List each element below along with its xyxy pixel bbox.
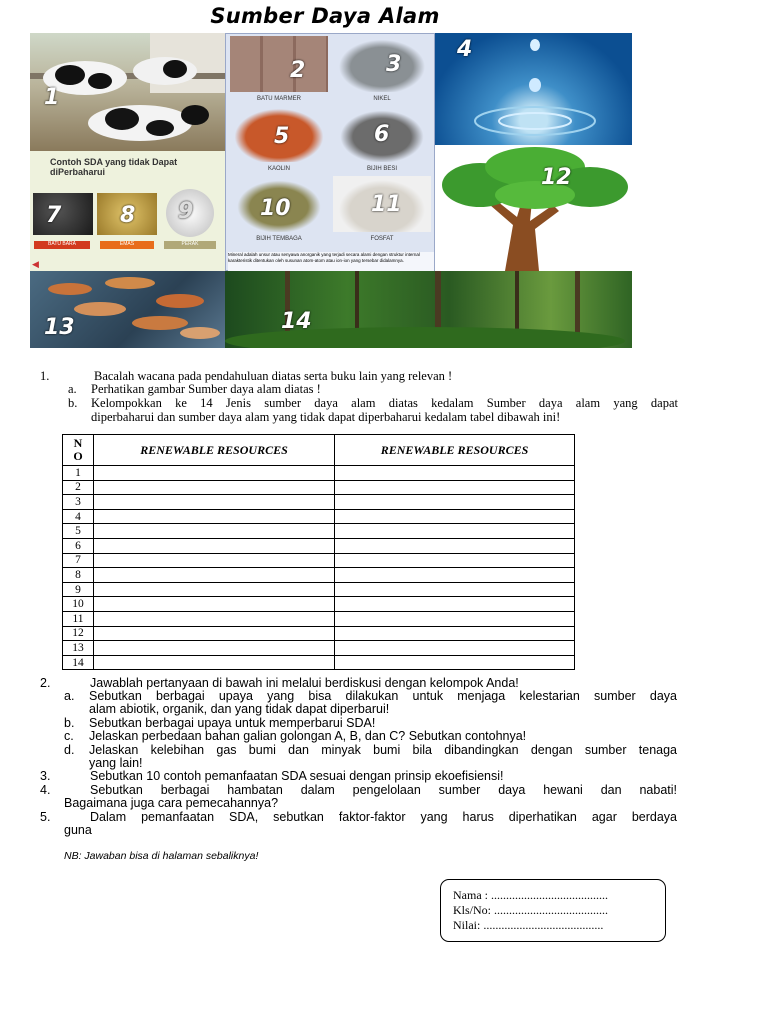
mineral-caption: BATU MARMER <box>257 96 301 102</box>
nonrenewable-cell[interactable] <box>335 597 575 612</box>
mineral-caption: BIJIH TEMBAGA <box>256 236 302 242</box>
tree-illustration <box>435 145 632 271</box>
row-number: 2 <box>63 480 94 495</box>
natural-resources-collage <box>30 33 632 348</box>
row-number: 9 <box>63 582 94 597</box>
mineral-caption: BIJIH BESI <box>366 166 397 172</box>
table-row <box>63 538 575 553</box>
number-label: 11 <box>371 192 402 217</box>
mineral-note: Mineral adalah unsur atau senyawa anorganik yang terjadi secara alami dengan struktur internal karakteristik ditentukan oleh susunan atom-atom atau ion-ion yang tersebar didalamnya. <box>228 252 434 271</box>
row-number: 5 <box>63 524 94 539</box>
row-number: 7 <box>63 553 94 568</box>
number-label: 1 <box>44 85 60 110</box>
forest-photo <box>225 271 632 348</box>
table-row <box>63 466 575 481</box>
question-1b-line-1: Kelompokkan ke 14 Jenis sumber daya alam diatas kedalam Sumber daya alam yang dapat <box>91 396 678 410</box>
row-number: 11 <box>63 611 94 626</box>
table-row <box>63 611 575 626</box>
nonrenewable-cell[interactable] <box>335 626 575 641</box>
row-number: 3 <box>63 495 94 510</box>
nonrenewable-cell[interactable] <box>335 655 575 670</box>
question-2a-line-1: Sebutkan berbagai upaya yang bisa dilakukan untuk menjaga kelestarian sumber daya <box>89 689 677 703</box>
question-1a: Perhatikan gambar Sumber daya alam diatas ! <box>91 382 321 396</box>
table-row <box>63 641 575 656</box>
row-number: 14 <box>63 655 94 670</box>
table-row <box>63 524 575 539</box>
coal-label: BATU BARA <box>34 241 90 249</box>
nonrenewable-cell[interactable] <box>335 466 575 481</box>
question-1b-label: b. <box>68 396 78 410</box>
question-1-number: 1. <box>40 369 50 383</box>
table-row <box>63 626 575 641</box>
student-info-box <box>440 879 666 942</box>
nonrenewable-box-title: Contoh SDA yang tidak Dapat diPerbaharui <box>50 157 178 177</box>
question-4-line-2: Bagaimana juga cara pemecahannya? <box>64 796 279 810</box>
renewable-cell[interactable] <box>94 480 335 495</box>
cows-photo <box>30 33 225 151</box>
table-row <box>63 597 575 612</box>
question-2a-label: a. <box>64 689 75 703</box>
number-label: 2 <box>290 58 306 83</box>
question-2b: Sebutkan berbagai upaya untuk memperbarui SDA! <box>89 716 376 730</box>
table-row <box>63 509 575 524</box>
mineral-caption: KAOLIN <box>267 166 290 172</box>
renewable-cell[interactable] <box>94 538 335 553</box>
nb-note: NB: Jawaban bisa di halaman sebaliknya! <box>64 850 259 862</box>
question-5-line-2: guna <box>64 823 92 837</box>
nonrenewable-cell[interactable] <box>335 524 575 539</box>
question-3: Sebutkan 10 contoh pemanfaatan SDA sesuai dengan prinsip ekoefisiensi! <box>90 769 504 783</box>
number-label: 9 <box>178 199 194 224</box>
renewable-cell[interactable] <box>94 466 335 481</box>
renewable-cell[interactable] <box>94 641 335 656</box>
score-field[interactable]: Nilai: ........................................ <box>453 918 604 932</box>
row-number: 4 <box>63 509 94 524</box>
row-number: 6 <box>63 538 94 553</box>
gold-label: EMAS <box>100 241 154 249</box>
number-label: 13 <box>44 315 75 340</box>
name-field[interactable]: Nama : ....................................... <box>453 888 608 902</box>
nonrenewable-cell[interactable] <box>335 641 575 656</box>
number-label: 6 <box>374 122 390 147</box>
question-1: Bacalah wacana pada pendahuluan diatas serta buku lain yang relevan ! <box>94 369 453 383</box>
question-4-number: 4. <box>40 783 51 797</box>
question-5-line-1: Dalam pemanfaatan SDA, sebutkan faktor-faktor yang harus diperhatikan agar berdaya <box>90 810 677 824</box>
row-number: 13 <box>63 641 94 656</box>
renewable-cell[interactable] <box>94 611 335 626</box>
question-1b-line-2: diperbaharui dan sumber daya alam yang tidak dapat diperbaharui kedalam tabel dibawah ini! <box>91 410 561 424</box>
renewable-cell[interactable] <box>94 524 335 539</box>
number-label: 8 <box>120 203 136 228</box>
question-5-number: 5. <box>40 810 51 824</box>
question-2c-label: c. <box>64 729 74 743</box>
minerals-grid <box>225 33 435 271</box>
nonrenewable-cell[interactable] <box>335 495 575 510</box>
table-header-no: N O <box>63 435 94 466</box>
question-2-number: 2. <box>40 676 51 690</box>
nonrenewable-cell[interactable] <box>335 509 575 524</box>
mineral-caption: FOSFAT <box>370 236 394 242</box>
class-number-field[interactable]: Kls/No: ...................................... <box>453 903 609 917</box>
tree-drawing <box>435 145 632 271</box>
table-header-col1: RENEWABLE RESOURCES <box>94 435 335 466</box>
question-4-line-1: Sebutkan berbagai hambatan dalam pengelolaan sumber daya hewani dan nabati! <box>90 783 677 797</box>
renewable-cell[interactable] <box>94 582 335 597</box>
row-number: 10 <box>63 597 94 612</box>
renewable-cell[interactable] <box>94 568 335 583</box>
number-label: 14 <box>281 309 312 334</box>
question-2b-label: b. <box>64 716 75 730</box>
back-arrow-icon: ◀ <box>32 259 39 269</box>
nickel-sample <box>333 36 431 92</box>
number-label: 10 <box>260 196 291 221</box>
question-2d-line-1: Jelaskan kelebihan gas bumi dan minyak bumi bila dibandingkan dengan sumber tenaga <box>89 743 677 757</box>
page-title: Sumber Daya Alam <box>210 4 440 28</box>
number-label: 5 <box>274 124 290 149</box>
nonrenewable-cell[interactable] <box>335 553 575 568</box>
question-1a-label: a. <box>68 382 77 396</box>
nonrenewable-cell[interactable] <box>335 582 575 597</box>
question-2d-line-2: yang lain! <box>89 756 143 770</box>
question-3-number: 3. <box>40 769 51 783</box>
renewable-cell[interactable] <box>94 553 335 568</box>
renewable-cell[interactable] <box>94 597 335 612</box>
number-label: 3 <box>386 52 402 77</box>
marble-sample <box>230 36 328 92</box>
question-2c: Jelaskan perbedaan bahan galian golongan A, B, dan C? Sebutkan contohnya! <box>89 729 527 743</box>
renewable-cell[interactable] <box>94 655 335 670</box>
renewable-cell[interactable] <box>94 495 335 510</box>
water-drop-photo <box>435 33 632 145</box>
row-number: 8 <box>63 568 94 583</box>
nonrenewable-cell[interactable] <box>335 611 575 626</box>
nonrenewable-cell[interactable] <box>335 480 575 495</box>
nonrenewable-example-box <box>30 151 225 271</box>
table-row <box>63 553 575 568</box>
table-header-col2: RENEWABLE RESOURCES <box>335 435 575 466</box>
nonrenewable-cell[interactable] <box>335 538 575 553</box>
row-number: 12 <box>63 626 94 641</box>
table-row <box>63 655 575 670</box>
renewable-cell[interactable] <box>94 626 335 641</box>
question-2: Jawablah pertanyaan di bawah ini melalui berdiskusi dengan kelompok Anda! <box>90 676 519 690</box>
mineral-caption: NIKEL <box>373 96 391 102</box>
question-2a-line-2: alam abiotik, organik, dan yang tidak dapat diperbarui! <box>89 702 390 716</box>
table-row <box>63 582 575 597</box>
coal-sample <box>33 193 93 235</box>
table-row <box>63 480 575 495</box>
nonrenewable-cell[interactable] <box>335 568 575 583</box>
fish-photo <box>30 271 225 348</box>
renewable-cell[interactable] <box>94 509 335 524</box>
question-2d-label: d. <box>64 743 75 757</box>
number-label: 4 <box>457 37 473 62</box>
number-label: 7 <box>46 203 62 228</box>
resources-table <box>62 434 575 670</box>
number-label: 12 <box>541 165 572 190</box>
row-number: 1 <box>63 466 94 481</box>
silver-label: PERAK <box>164 241 216 249</box>
table-row <box>63 495 575 510</box>
table-row <box>63 568 575 583</box>
